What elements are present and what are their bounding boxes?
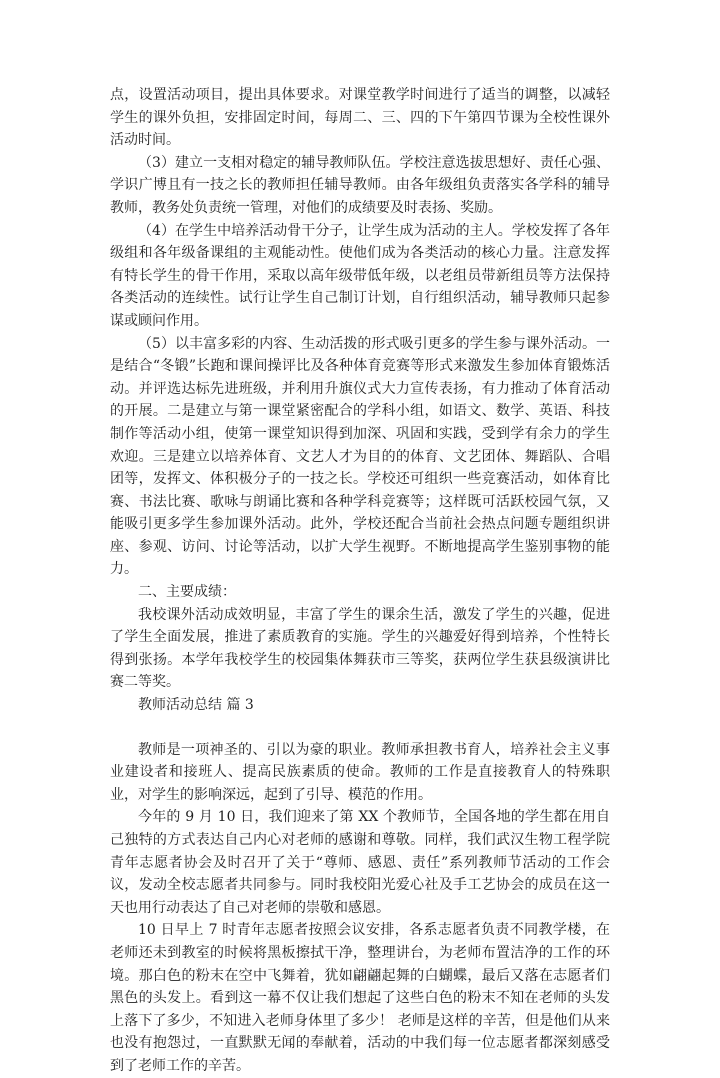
paragraph-teacher-intro: 教师是一项神圣的、引以为豪的职业。教师承担教书育人，培养社会主义事业建设者和接班人、提高民族素质的使命。教师的工作是直接教育人的特殊职业，对学生的影响深远，起到了引导、模范的作用。 [110,741,610,803]
section-spacer [110,717,610,739]
paragraph-results: 我校课外活动成效明显，丰富了学生的课余生活，激发了学生的兴趣，促进了学生全面发展，推进了素质教育的实施。学生的兴趣爱好得到培养，个性特长得到张扬。本学年我校学生的校园集体舞获市三等奖，获两位学生获县级演讲比赛二等奖。 [110,606,610,691]
paragraph-volunteers: 10 日早上 7 时青年志愿者按照会议安排，各系志愿者负责不同教学楼，在老师还未到教室的时候将黑板擦拭干净，整理讲台，为老师布置洁净的工作的环境。那白色的粉末在空中飞舞着，犹如翩翩起舞的白蝴蝶，最后又落在志愿者们黑色的头发上。看到这一幕不仅让我们想起了这些白色的粉末不知在老师的头发上落下了多少，不知进入老师身体里了多少！ 老师是这样的辛苦，但是他们从来也没有抱怨过，一直默默无闻的奉献着，活动的中我们每一位志愿者都深刻感受到了老师工作的辛苦。 [110,922,610,1074]
section-title: 教师活动总结 篇 3 [138,697,254,714]
heading-main-results: 二、主要成绩： [138,584,236,601]
paragraph-item-5: （5）以丰富多彩的内容、生动活拨的形式吸引更多的学生参与课外活动。一是结合“冬锻”长跑和课间操评比及各种体育竞赛等形式来激发生参加体育锻炼活动。并评选达标先进班级，并利用升旗仪式大力宣传表扬，有力推动了体育活动的开展。二是建立与第一课堂紧密配合的学科小组，如语文、数学、英语、科技制作等活动小组，使第一课堂知识得到加深、巩固和实践，受到学有余力的学生欢迎。三是建立以培养体育、文艺人才为目的的体育、文艺团体、舞蹈队、合唱团等，发挥文、体积极分子的一技之长。学校还可组织一些竞赛活动，如体育比赛、书法比赛、歌咏与朗诵比赛和各种学科竞赛等；这样既可活跃校园气氛，又能吸引更多学生参加课外活动。此外，学校还配合当前社会热点问题专题组织讲座、参观、访问、讨论等活动，以扩大学生视野。不断地提高学生鉴别事物的能力。 [110,335,610,578]
paragraph-continuation: 点，设置活动项目，提出具体要求。对课堂教学时间进行了适当的调整，以减轻学生的课外负担，安排固定时间，每周二、三、四的下午第四节课为全校性课外活动时间。 [110,87,610,149]
document-page [110,84,610,1078]
paragraph-item-4: （4）在学生中培养活动骨干分子，让学生成为活动的主人。学校发挥了各年级组和各年级备课组的主观能动性。使他们成为各类活动的核心力量。注意发挥有特长学生的骨干作用，采取以高年级带低年级，以老组员带新组员等方法保持各类活动的连续性。试行让学生自己制订计划，自行组织活动，辅导教师只起参谋或顾问作用。 [110,222,610,329]
paragraph-teachers-day: 今年的 9 月 10 日，我们迎来了第 XX 个教师节，全国各地的学生都在用自己独特的方式表达自己内心对老师的感谢和尊敬。同样，我们武汉生物工程学院青年志愿者协会及时召开了关于“尊师、感恩、责任”系列教师节活动的工作会议，发动全校志愿者共同参与。同时我校阳光爱心社及手工艺协会的成员在这一天也用行动表达了自己对老师的崇敬和感恩。 [110,809,610,916]
paragraph-item-3: （3）建立一支相对稳定的辅导教师队伍。学校注意选拔思想好、责任心强、学识广博且有一技之长的教师担任辅导教师。由各年级组负责落实各学科的辅导教师，教务处负责统一管理，对他们的成绩要及时表扬、奖励。 [110,154,610,216]
